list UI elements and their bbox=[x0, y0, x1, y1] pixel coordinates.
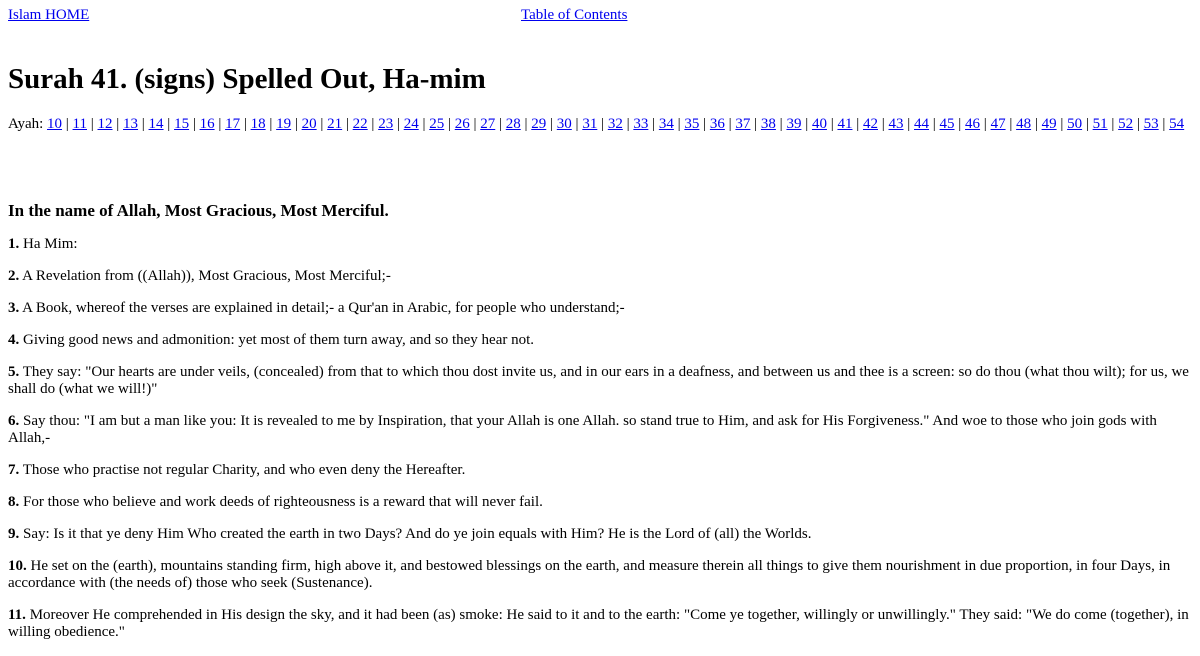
verse bbox=[8, 236, 1192, 253]
verse-list bbox=[8, 236, 1192, 656]
ayah-link[interactable]: 35 bbox=[684, 116, 700, 132]
top-navigation bbox=[8, 7, 1192, 25]
ayah-link[interactable]: 23 bbox=[378, 116, 394, 132]
ayah-link[interactable]: 10 bbox=[47, 116, 63, 132]
verse bbox=[8, 268, 1192, 285]
verse-text: He set on the (earth), mountains standing firm, high above it, and bestowed blessings on the earth, and measure therein all things to give them nourishment in due proportion, in four Days, in accordance with (the needs of) those who seek (Sustenance). bbox=[8, 558, 1171, 591]
ayah-link[interactable]: 26 bbox=[454, 116, 470, 132]
ayah-link[interactable]: 20 bbox=[301, 116, 317, 132]
verse bbox=[8, 494, 1192, 511]
ayah-link[interactable]: 31 bbox=[582, 116, 598, 132]
ayah-link[interactable]: 24 bbox=[403, 116, 419, 132]
verse-text: Ha Mim: bbox=[19, 236, 78, 252]
ayah-link[interactable]: 36 bbox=[709, 116, 725, 132]
ayah-link[interactable]: 32 bbox=[607, 116, 623, 132]
ayah-link[interactable]: 40 bbox=[811, 116, 827, 132]
ayah-link[interactable]: 21 bbox=[327, 116, 343, 132]
ayah-link[interactable]: 19 bbox=[276, 116, 292, 132]
ayah-link[interactable]: 43 bbox=[888, 116, 904, 132]
ayah-link[interactable]: 45 bbox=[939, 116, 955, 132]
ayah-link[interactable]: 18 bbox=[250, 116, 266, 132]
verse bbox=[8, 607, 1192, 641]
ayah-label: Ayah: bbox=[8, 116, 44, 132]
verse-text: Those who practise not regular Charity, and who even deny the Hereafter. bbox=[19, 462, 466, 478]
verse bbox=[8, 558, 1192, 592]
ayah-link[interactable]: 12 bbox=[97, 116, 113, 132]
ayah-link[interactable]: 13 bbox=[123, 116, 139, 132]
ayah-link[interactable]: 41 bbox=[837, 116, 853, 132]
ayah-link[interactable]: 29 bbox=[531, 116, 547, 132]
verse-number: 2. bbox=[8, 268, 20, 284]
verse-text: A Revelation from ((Allah)), Most Gracious, Most Merciful;- bbox=[19, 268, 391, 284]
verse bbox=[8, 413, 1192, 447]
verse-text: They say: "Our hearts are under veils, (concealed) from that to which thou dost invite us, and in our ears in a deafness, and between us and thee is a screen: so do thou (what thou wilt); for us, we shall do (what we will!)" bbox=[8, 364, 1189, 397]
verse bbox=[8, 300, 1192, 317]
ayah-link[interactable]: 49 bbox=[1041, 116, 1057, 132]
verse-text: A Book, whereof the verses are explained in detail;- a Qur'an in Arabic, for people who understand;- bbox=[19, 300, 625, 316]
ayah-link[interactable]: 37 bbox=[735, 116, 751, 132]
table-of-contents-link[interactable]: Table of Contents bbox=[521, 7, 628, 23]
ayah-link[interactable]: 14 bbox=[148, 116, 164, 132]
ayah-link[interactable]: 17 bbox=[225, 116, 241, 132]
verse bbox=[8, 332, 1192, 349]
ayah-link[interactable]: 34 bbox=[658, 116, 674, 132]
verse-number: 8. bbox=[8, 494, 20, 510]
ayah-link[interactable]: 53 bbox=[1143, 116, 1159, 132]
ayah-link[interactable]: 27 bbox=[480, 116, 496, 132]
ayah-link[interactable]: 28 bbox=[505, 116, 521, 132]
verse-number: 6. bbox=[8, 413, 20, 429]
islam-home-link[interactable]: Islam HOME bbox=[8, 7, 90, 23]
ayah-link[interactable]: 30 bbox=[556, 116, 572, 132]
ayah-navigation bbox=[8, 116, 1192, 133]
ayah-link[interactable]: 42 bbox=[862, 116, 878, 132]
ayah-links: 10 | 11 | 12 | 13 | 14 | 15 | 16 | 17 | 18 | 19 | 20 | 21 | 22 | 23 | 24 | 25 | 26 | 27 | 28 | 29 | 30 | 31 | 32 | 33 | 34 | 35 | 36 | 37 | 38 | 39 | 40 | 41 | 42 | 43 | 44 | 45 | 46 | 47 | 48 | 49 | 50 | 51 | 52 | 53 | 54 bbox=[47, 116, 1185, 132]
ayah-link[interactable]: 16 bbox=[199, 116, 215, 132]
verse-text: For those who believe and work deeds of righteousness is a reward that will never fail. bbox=[19, 494, 543, 510]
verse-number: 3. bbox=[8, 300, 20, 316]
ayah-link[interactable]: 25 bbox=[429, 116, 445, 132]
ayah-link[interactable]: 11 bbox=[72, 116, 87, 132]
verse-number: 10. bbox=[8, 558, 27, 574]
verse bbox=[8, 462, 1192, 479]
ayah-link[interactable]: 38 bbox=[760, 116, 776, 132]
ayah-link[interactable]: 48 bbox=[1016, 116, 1032, 132]
ayah-link[interactable]: 54 bbox=[1169, 116, 1185, 132]
verse-text: Giving good news and admonition: yet most of them turn away, and so they hear not. bbox=[19, 332, 535, 348]
ayah-link[interactable]: 44 bbox=[914, 116, 930, 132]
page-title: Surah 41. (signs) Spelled Out, Ha-mim bbox=[8, 63, 486, 95]
verse-number: 5. bbox=[8, 364, 20, 380]
verse bbox=[8, 526, 1192, 543]
ayah-link[interactable]: 39 bbox=[786, 116, 802, 132]
ayah-link[interactable]: 47 bbox=[990, 116, 1006, 132]
ayah-link[interactable]: 15 bbox=[174, 116, 190, 132]
verse-text: Moreover He comprehended in His design the sky, and it had been (as) smoke: He said to it and to the earth: "Come ye together, willingly or unwillingly." They said: "We do come (together), in willing obedience." bbox=[8, 607, 1189, 640]
verse-number: 11. bbox=[8, 607, 26, 623]
ayah-link[interactable]: 33 bbox=[633, 116, 649, 132]
verse-number: 9. bbox=[8, 526, 20, 542]
ayah-link[interactable]: 46 bbox=[965, 116, 981, 132]
ayah-link[interactable]: 50 bbox=[1067, 116, 1083, 132]
bismillah-heading: In the name of Allah, Most Gracious, Most Merciful. bbox=[8, 201, 389, 220]
ayah-link[interactable]: 51 bbox=[1092, 116, 1108, 132]
verse-text: Say: Is it that ye deny Him Who created the earth in two Days? And do ye join equals with Him? He is the Lord of (all) the Worlds. bbox=[19, 526, 812, 542]
verse-text: Say thou: "I am but a man like you: It is revealed to me by Inspiration, that your Allah is one Allah. so stand true to Him, and ask for His Forgiveness." And woe to those who join gods with Allah,- bbox=[8, 413, 1157, 446]
ayah-link[interactable]: 52 bbox=[1118, 116, 1134, 132]
verse-number: 7. bbox=[8, 462, 20, 478]
verse-number: 4. bbox=[8, 332, 20, 348]
verse-number: 1. bbox=[8, 236, 20, 252]
verse bbox=[8, 364, 1192, 398]
ayah-link[interactable]: 22 bbox=[352, 116, 368, 132]
